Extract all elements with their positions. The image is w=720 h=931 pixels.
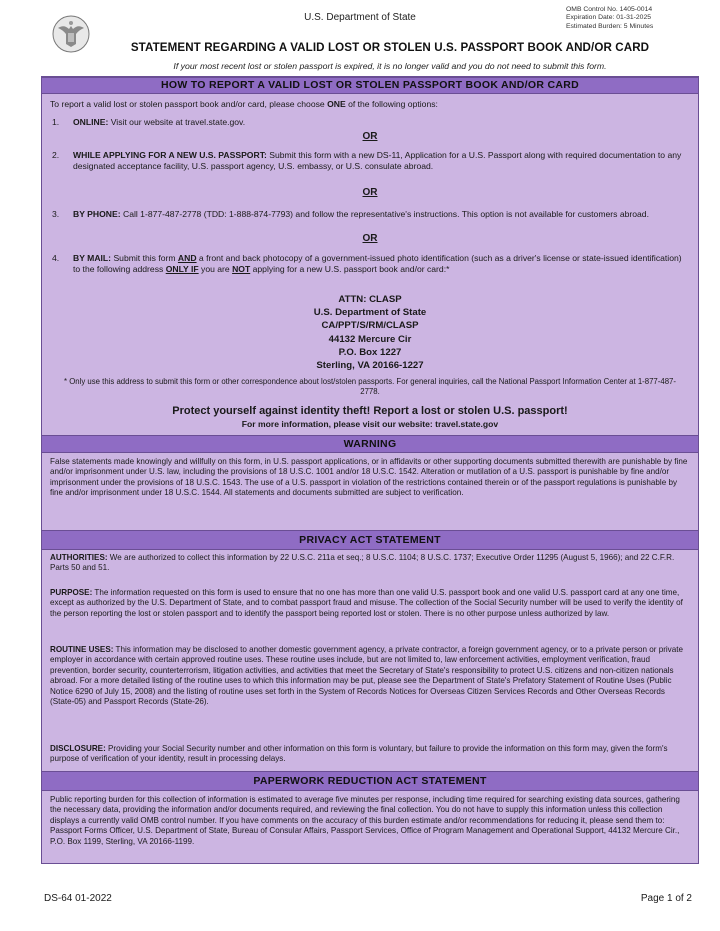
eagle-seal-icon [52, 14, 90, 54]
page-number: Page 1 of 2 [640, 893, 692, 904]
option-number: 3. [52, 209, 60, 219]
privacy-heading: PRIVACY ACT STATEMENT [42, 530, 698, 550]
report-intro: To report a valid lost or stolen passport book and/or card, please choose ONE of the following options: [50, 99, 438, 109]
option-number: 1. [52, 117, 60, 127]
privacy-purpose: PURPOSE: The information requested on this form is used to ensure that no one has more than one valid U.S. passport book and one valid U.S. passport card at any one time, except as authorized by the U.S. Department of State, and to combat passport fraud and misuse. The collection of the Social Security number will be used to verify the identity of the person reporting the lost or stolen passport and to identify the passport being reported lost or stolen. There is no other purpose unless authorized by law. [50, 588, 683, 618]
mailing-address: ATTN: CLASP U.S. Department of State CA/PPT/S/RM/CLASP 44132 Mercure Cir P.O. Box 1227 Sterling, VA 20166-1227 [313, 294, 427, 372]
paperwork-text: Public reporting burden for this collection of information is estimated to average five minutes per response, including time required for searching existing data sources, gathering the necessary data, providing the information and/or documents required, and reviewing the final collection. You do not have to supply this information unless this collection displays a currently valid OMB control number. If you have comments on the accuracy of this burden estimate and/or recommendations for reducing it, please send them to: Passport Forms Officer, U.S. Department of State, Bureau of Consular Affairs, Passport Services, Office of Program Management and Operational Support, 44132 Mercure Cir., P.O. Box 1199, Sterling, VA 20166-1199. [50, 795, 680, 846]
form-id: DS-64 01-2022 [44, 893, 112, 904]
department-name: U.S. Department of State [304, 12, 416, 23]
privacy-routine-uses: ROUTINE USES: This information may be disclosed to another domestic government agency, a private contractor, a foreign government agency, or to a private person or private employer in accordance with certain approved routine uses. These routine uses include, but are not limited to, law enforcement activities, employment verification, fraud prevention, border security, counterterrorism, litigation activities, and activities that meet the Secretary of State's responsibility to protect U.S. citizens and non-citizen nationals abroad. For a more detailed listing of the routine uses to which this information may be put, please see the Department of State's Prefatory Statement of Routine Uses (Public Notice 6290 of July 15, 2008) and the listing of routine uses set forth in the System of Records Notices for Overseas Citizen Services Records and Other Overseas Records (State-05) and Passport Records (State-26). [50, 645, 683, 707]
option-mail: BY MAIL: Submit this form AND a front and back photocopy of a government-issued photo identification (such as a driver's license or state-issued identification) to the following address ONLY IF you are NOT applying for a new U.S. passport book and/or card:* [73, 253, 682, 274]
option-online: ONLINE: Visit our website at travel.state.gov. [73, 117, 246, 127]
or-divider: OR [362, 187, 378, 198]
form-title: STATEMENT REGARDING A VALID LOST OR STOLEN U.S. PASSPORT BOOK AND/OR CARD [130, 41, 650, 54]
identity-theft-warning: Protect yourself against identity theft! Report a lost or stolen U.S. passport! [172, 405, 568, 417]
paperwork-heading: PAPERWORK REDUCTION ACT STATEMENT [42, 771, 698, 791]
option-phone: BY PHONE: Call 1-877-487-2778 (TDD: 1-888-874-7793) and follow the representative's instructions. This option is not available for customers abroad. [73, 209, 649, 219]
form-body [41, 76, 699, 864]
address-note: * Only use this address to submit this form or other correspondence about lost/stolen passports. For general inquiries, call the National Passport Information Center at 1-877-487-2778. [64, 377, 676, 397]
omb-info: OMB Control No. 1405-0014 Expiration Date: 01-31-2025 Estimated Burden: 5 Minutes [566, 6, 654, 30]
more-info: For more information, please visit our website: travel.state.gov [241, 419, 499, 429]
form-header [0, 0, 720, 76]
report-heading: HOW TO REPORT A VALID LOST OR STOLEN PASSPORT BOOK AND/OR CARD [42, 77, 698, 94]
privacy-disclosure: DISCLOSURE: Providing your Social Security number and other information on this form is voluntary, but failure to provide the information on this form may, given the form's purpose of verification of your identity, result in processing delays. [50, 744, 668, 764]
privacy-authorities: AUTHORITIES: We are authorized to collect this information by 22 U.S.C. 211a et seq.; 8 U.S.C. 1104; 8 U.S.C. 1737; Executive Order 11295 (August 5, 1966); and 22 C.F.R. Parts 50 and 51. [50, 553, 675, 573]
or-divider: OR [362, 131, 378, 142]
option-number: 2. [52, 150, 60, 160]
warning-heading: WARNING [42, 435, 698, 453]
option-number: 4. [52, 253, 60, 263]
form-subtitle: If your most recent lost or stolen passport is expired, it is no longer valid and you do not need to submit this form. [173, 61, 607, 71]
warning-text: False statements made knowingly and willfully on this form, in U.S. passport applications, or in affidavits or other supporting documents submitted therewith are punishable by fine and/or imprisonment under U.S. law, including the provisions of 18 U.S.C. 1001 and/or 18 U.S.C. 1542. Alteration or mutilation of a U.S. passport is punishable by fine and/or imprisonment under the provisions of 18 U.S.C. 1543. The use of a U.S. passport in violation of the restrictions contained therein or of the passport regulations is punishable by fine and/or imprisonment under 18 U.S.C. 1544. All statements and documents submitted are subject to verification. [50, 457, 688, 498]
or-divider: OR [362, 233, 378, 244]
option-new-passport: WHILE APPLYING FOR A NEW U.S. PASSPORT: Submit this form with a new DS-11, Application for a U.S. Passport along with required documentation to any designated acceptance facility, U.S. passport agency, U.S. embassy, or U.S. consulate abroad. [73, 150, 682, 171]
